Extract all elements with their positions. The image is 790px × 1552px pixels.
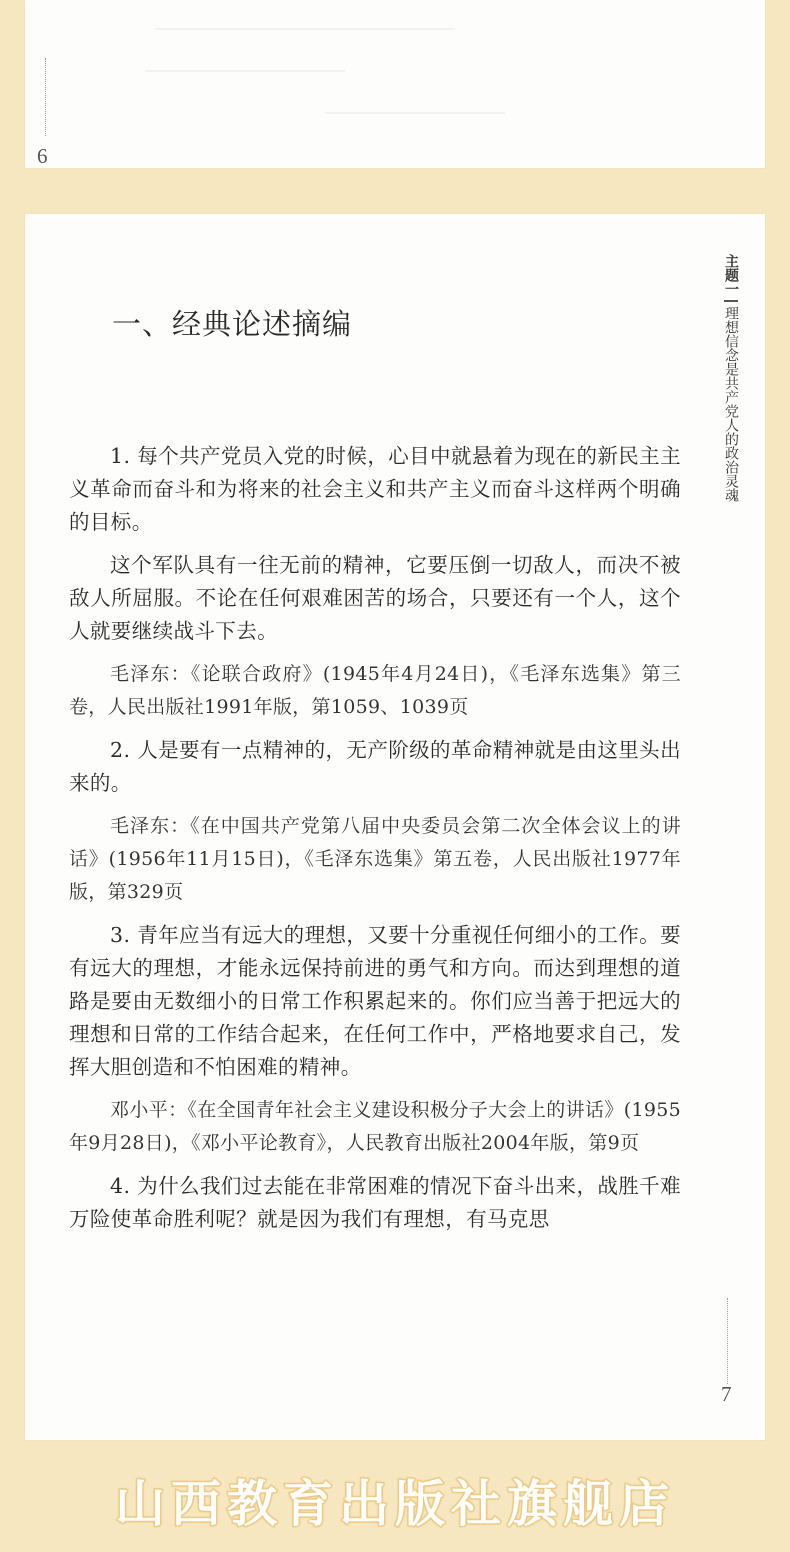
- page-number: 7: [721, 1382, 732, 1406]
- faded-text-line: [155, 28, 455, 30]
- quote-paragraph: 2. 人是要有一点精神的，无产阶级的革命精神就是由这里头出来的。: [69, 738, 681, 795]
- quote-paragraph: 4. 为什么我们过去能在非常困难的情况下奋斗出来，战胜千难万险使革命胜利呢？就是因为我们有理想，有马克思: [69, 1174, 681, 1231]
- quote-paragraph: 3. 青年应当有远大的理想，又要十分重视任何细小的工作。要有远大的理想，才能永远保持前进的勇气和方向。而达到理想的道路是要由无数细小的日常工作积累起来的。你们应当善于把远大的理想和日常的工作结合起来，在任何工作中，严格地要求自己，发挥大胆创造和不怕困难的精神。: [69, 923, 681, 1079]
- running-head-subtitle: 理想信念是共产党人的政治灵魂: [723, 306, 739, 502]
- citation: 邓小平：《在全国青年社会主义建设积极分子大会上的讲话》(1955年9月28日)，《邓小平论教育》，人民教育出版社2004年版，第9页: [69, 1099, 681, 1154]
- running-head: [721, 254, 741, 502]
- dotted-margin-line: [727, 1298, 728, 1384]
- section-heading: 一、经典论述摘编: [112, 307, 353, 341]
- previous-page-fragment: [25, 0, 765, 168]
- quote-paragraph: 这个军队具有一往无前的精神，它要压倒一切敌人，而决不被敌人所屈服。不论在任何艰难困苦的场合，只要还有一个人，这个人就要继续战斗下去。: [69, 553, 681, 643]
- citation: 毛泽东：《论联合政府》(1945年4月24日)，《毛泽东选集》第三卷，人民出版社1991年版，第1059、1039页: [69, 663, 681, 718]
- store-banner: 山西教育出版社旗舰店: [115, 1475, 675, 1533]
- citation: 毛泽东：《在中国共产党第八届中央委员会第二次全体会议上的讲话》(1956年11月15日)，《毛泽东选集》第五卷，人民出版社1977年版，第329页: [69, 815, 681, 903]
- book-page: [25, 214, 765, 1440]
- faded-text-line: [145, 70, 345, 72]
- running-head-theme: 主题一: [723, 254, 739, 296]
- page-body: [69, 440, 681, 1246]
- faded-text-line: [325, 112, 505, 114]
- page-number: 6: [37, 144, 48, 168]
- quote-paragraph: 1. 每个共产党员入党的时候，心目中就悬着为现在的新民主主义革命而奋斗和为将来的社会主义和共产主义而奋斗这样两个明确的目标。: [69, 444, 681, 534]
- running-head-divider: [724, 300, 738, 302]
- dotted-margin-line: [45, 58, 46, 136]
